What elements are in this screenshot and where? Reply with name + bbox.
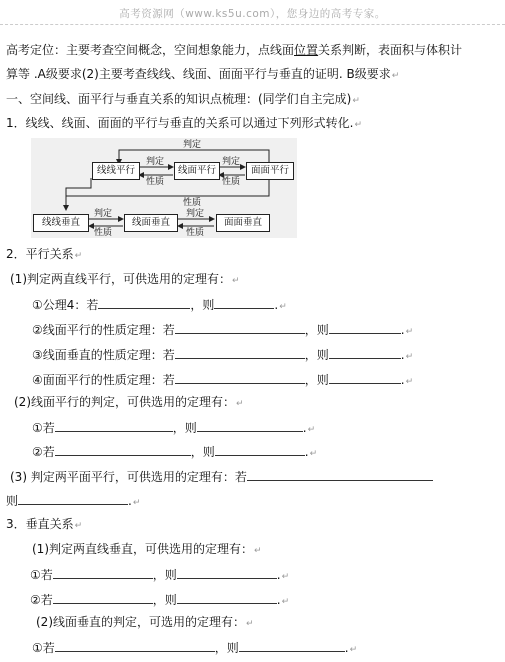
q2-c1-if: ①若	[32, 421, 55, 435]
left-connector	[66, 178, 91, 196]
blank[interactable]	[18, 491, 128, 505]
theorem4-line: ④面面平行的性质定理：若 ，则 .↵	[32, 370, 413, 390]
pair3-above: 判定	[94, 209, 113, 219]
q3-then: 则	[6, 494, 19, 508]
top-loop-label: 判定	[183, 140, 202, 150]
page-header	[0, 0, 505, 34]
q3-conclusion: 则 .↵	[6, 491, 140, 511]
section3-title-text: 3．垂直关系	[6, 517, 74, 531]
paragraph-mark: ↵	[246, 619, 254, 629]
blank[interactable]	[175, 345, 305, 359]
blank[interactable]	[55, 638, 215, 652]
q2-c2-if: ②若	[32, 445, 55, 459]
section3-q2	[36, 614, 254, 632]
header-text: 高考资源网（www.ks5u.com），您身边的高考专家。	[119, 8, 386, 20]
pair4-below: 性质	[186, 228, 205, 238]
section2-q3-text: (3) 判定两平面平行，可供选用的定理有：若	[10, 470, 247, 484]
intro-line-2	[6, 66, 399, 84]
section2-q1-text: (1)判定两直线平行，可供选用的定理有：	[10, 272, 231, 286]
q2-c1-then: ，则	[172, 421, 197, 435]
blank[interactable]	[329, 370, 401, 384]
blank[interactable]	[175, 370, 305, 384]
s3-condition2: ②若 ，则 .↵	[30, 590, 289, 610]
theorem2-then: ，则	[304, 323, 329, 337]
blank[interactable]	[53, 565, 153, 579]
q2-c2-then: ，则	[190, 445, 215, 459]
blank[interactable]	[177, 590, 277, 604]
box-line-plane-perpendicular: 线面垂直	[124, 214, 178, 232]
paragraph-mark: ↵	[354, 120, 362, 130]
s3-c2-then: ，则	[152, 593, 177, 607]
pair4-above: 判定	[186, 209, 205, 219]
s3-c1-if: ①若	[30, 568, 53, 582]
paragraph-mark: ↵	[405, 377, 414, 387]
blank[interactable]	[214, 295, 274, 309]
section3-q1-text: (1)判定两直线垂直，可供选用的定理有：	[32, 542, 253, 556]
paragraph-mark: ↵	[281, 572, 290, 582]
paragraph-mark: ↵	[309, 449, 318, 459]
blank[interactable]	[53, 590, 153, 604]
blank[interactable]	[329, 320, 401, 334]
pair2-above: 判定	[222, 157, 241, 167]
conversion-diagram	[31, 138, 297, 238]
blank[interactable]	[239, 638, 345, 652]
blank[interactable]	[197, 418, 303, 432]
section1-heading	[6, 91, 360, 109]
box-line-line-parallel: 线线平行	[92, 162, 140, 180]
blank[interactable]	[98, 295, 190, 309]
item1-line	[6, 115, 362, 133]
s3-c3-if: ①若	[32, 641, 55, 655]
intro-line1-b: 关系判断，表面积与体积计	[318, 43, 463, 57]
section2-q2-text: (2)线面平行的判定，可供选用的定理有：	[14, 395, 235, 409]
pair1-above: 判定	[146, 157, 165, 167]
paragraph-mark: ↵	[405, 352, 414, 362]
theorem3-text: ③线面垂直的性质定理：若	[32, 348, 175, 362]
blank[interactable]	[177, 565, 277, 579]
s3-c2-if: ②若	[30, 593, 53, 607]
paragraph-mark: ↵	[236, 399, 244, 409]
theorem2-line: ②线面平行的性质定理：若 ，则 .↵	[32, 320, 413, 340]
paragraph-mark: ↵	[391, 71, 400, 81]
box-plane-plane-perpendicular: 面面垂直	[216, 214, 270, 232]
q2-condition2: ②若 ，则 .↵	[32, 442, 317, 462]
paragraph-mark: ↵	[349, 645, 358, 655]
axiom4-if: ①公理4：若	[32, 298, 99, 312]
q2-condition1: ①若 ，则 .↵	[32, 418, 315, 438]
box-line-line-perpendicular: 线线垂直	[33, 214, 89, 232]
paragraph-mark: ↵	[405, 327, 414, 337]
blank[interactable]	[175, 320, 305, 334]
box-line-plane-parallel: 线面平行	[174, 162, 220, 180]
section3-title	[6, 516, 82, 534]
axiom4-then: ，则	[190, 298, 215, 312]
s3-condition3: ①若 ，则 .↵	[32, 638, 357, 658]
theorem2-text: ②线面平行的性质定理：若	[32, 323, 175, 337]
paragraph-mark: ↵	[307, 425, 316, 435]
s3-condition1: ①若 ，则 .↵	[30, 565, 289, 585]
section3-q1	[32, 541, 262, 559]
blank[interactable]	[55, 442, 191, 456]
blank[interactable]	[215, 442, 305, 456]
axiom4-line: ①公理4：若 ，则 .↵	[32, 295, 287, 315]
paragraph-mark: ↵	[352, 96, 360, 106]
s3-c3-then: ，则	[214, 641, 239, 655]
pair3-below: 性质	[94, 228, 113, 238]
intro-line2: 算等 .A级要求(2)主要考查线线、线面、面面平行与垂直的证明. B级要求	[6, 67, 391, 81]
blank[interactable]	[247, 467, 433, 481]
theorem3-line: ③线面垂直的性质定理：若 ，则 .↵	[32, 345, 413, 365]
middle-loop-label: 性质	[183, 198, 202, 208]
section2-q3	[10, 467, 433, 485]
section2-title	[6, 246, 82, 264]
section2-title-text: 2．平行关系	[6, 247, 74, 261]
intro-line-1	[6, 42, 462, 58]
pair2-below: 性质	[222, 177, 241, 187]
section2-q1	[10, 271, 240, 289]
paragraph-mark: ↵	[132, 498, 141, 508]
paragraph-mark: ↵	[232, 276, 240, 286]
paragraph-mark: ↵	[279, 302, 287, 312]
s3-c1-then: ，则	[152, 568, 177, 582]
intro-line1-a: 高考定位：主要考查空间概念，空间想象能力，点线面	[6, 43, 295, 57]
section2-q2	[14, 394, 244, 412]
header-rule	[0, 24, 505, 25]
paragraph-mark: ↵	[74, 521, 83, 531]
pair1-below: 性质	[146, 177, 165, 187]
blank[interactable]	[55, 418, 173, 432]
section1-text: 一、空间线、面平行与垂直关系的知识点梳理：(同学们自主完成)	[6, 92, 352, 106]
section3-q2-text: (2)线面垂直的判定，可选用的定理有：	[36, 615, 245, 629]
paragraph-mark: ↵	[281, 597, 290, 607]
box-plane-plane-parallel: 面面平行	[246, 162, 294, 180]
blank[interactable]	[329, 345, 401, 359]
item1-text: 1．线线、线面、面面的平行与垂直的关系可以通过下列形式转化.	[6, 116, 354, 130]
intro-line1-underlined: 位置	[294, 43, 319, 57]
paragraph-mark: ↵	[74, 251, 83, 261]
theorem4-text: ④面面平行的性质定理：若	[32, 373, 175, 387]
paragraph-mark: ↵	[254, 546, 262, 556]
theorem3-then: ，则	[304, 348, 329, 362]
theorem4-then: ，则	[304, 373, 329, 387]
